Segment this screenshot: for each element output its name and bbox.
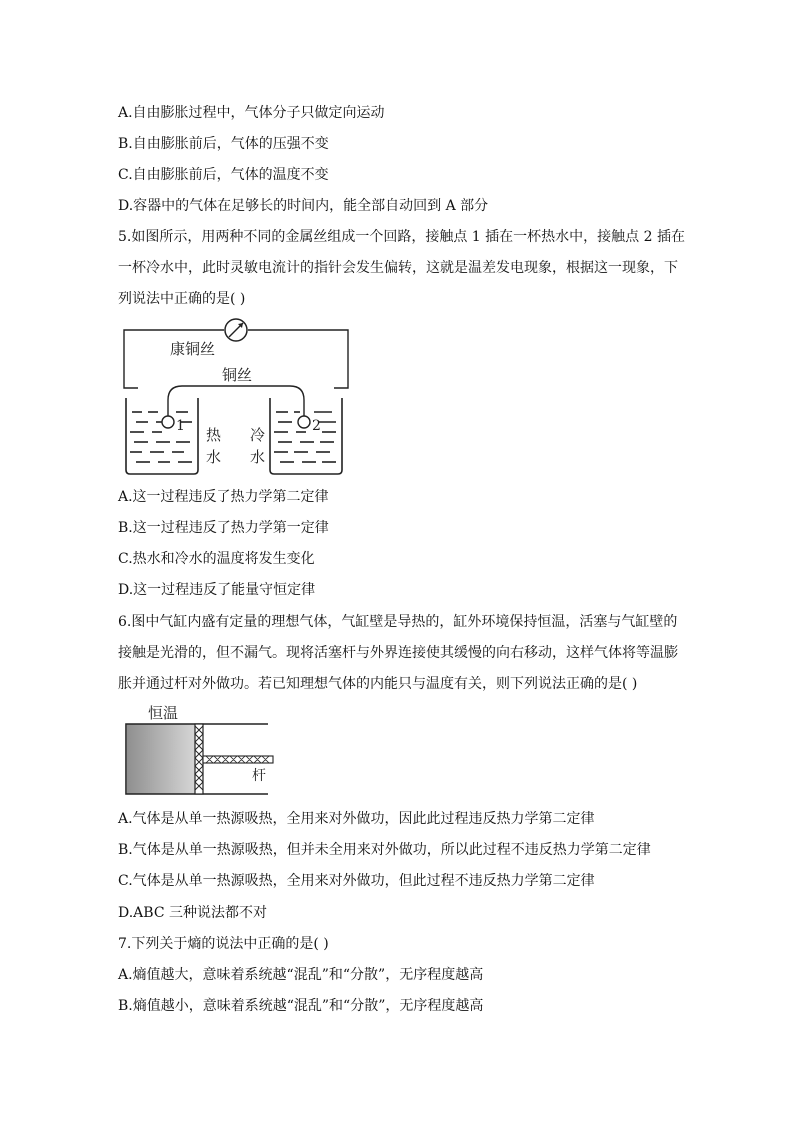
junction-1 <box>162 416 174 428</box>
constant-temperature-label: 恒温 <box>148 704 179 722</box>
q5-option-b: B.这一过程违反了热力学第一定律 <box>118 520 329 536</box>
q5-option-d: D.这一过程违反了能量守恒定律 <box>118 582 316 598</box>
thermocouple-figure <box>118 312 358 480</box>
q6-stem-line-3: 胀并通过杆对外做功。若已知理想气体的内能只与温度有关，则下列说法正确的是( ) <box>118 676 638 692</box>
q4-option-b: B.自由膨胀前后，气体的压强不变 <box>118 136 329 152</box>
q7-stem: 7.下列关于熵的说法中正确的是( ) <box>118 936 329 952</box>
q5-stem-line-2: 一杯冷水中，此时灵敏电流计的指针会发生偏转，这就是温差发电现象，根据这一现象，下 <box>118 260 678 276</box>
constantan-wire-label: 康铜丝 <box>170 340 216 358</box>
junction-2 <box>298 416 310 428</box>
q6-stem-line-1: 6.图中气缸内盛有定量的理想气体，气缸壁是导热的，缸外环境保持恒温，活塞与气缸壁的 <box>118 614 678 630</box>
galvanometer-icon <box>225 319 247 341</box>
q4-option-d: D.容器中的气体在足够长的时间内，能全部自动回到 A 部分 <box>118 198 489 214</box>
q5-stem-line-1: 5.如图所示，用两种不同的金属丝组成一个回路，接触点 1 插在一杯热水中，接触点 2 插在 <box>118 229 685 245</box>
hot-water-label-1: 热 <box>206 426 222 444</box>
q5-option-a: A.这一过程违反了热力学第二定律 <box>118 489 329 505</box>
cold-water-label-1: 冷 <box>250 426 266 444</box>
hot-water-label-2: 水 <box>206 448 222 466</box>
junction-1-label: 1 <box>176 418 185 434</box>
q4-option-c: C.自由膨胀前后，气体的温度不变 <box>118 167 329 183</box>
q6-option-b: B.气体是从单一热源吸热，但并未全用来对外做功，所以此过程不违反热力学第二定律 <box>118 842 651 858</box>
junction-2-label: 2 <box>312 418 321 434</box>
copper-wire-label: 铜丝 <box>222 366 253 384</box>
q6-stem-line-2: 接触是光滑的，但不漏气。现将活塞杆与外界连接使其缓慢的向右移动，这样气体将等温膨 <box>118 645 678 661</box>
gas-region <box>127 724 195 794</box>
q7-option-b: B.熵值越小，意味着系统越“混乱”和“分散”，无序程度越高 <box>118 998 484 1014</box>
rod-label: 杆 <box>252 768 266 784</box>
q5-option-c: C.热水和冷水的温度将发生变化 <box>118 551 315 567</box>
q4-option-a: A.自由膨胀过程中，气体分子只做定向运动 <box>118 105 385 121</box>
q5-stem-line-3: 列说法中正确的是( ) <box>118 291 246 307</box>
q6-option-c: C.气体是从单一热源吸热，全用来对外做功，但此过程不违反热力学第二定律 <box>118 873 595 889</box>
cold-water-label-2: 水 <box>250 448 266 466</box>
cylinder-figure <box>118 702 278 800</box>
q6-option-d: D.ABC 三种说法都不对 <box>118 905 267 921</box>
q7-option-a: A.熵值越大，意味着系统越“混乱”和“分散”，无序程度越高 <box>118 967 484 983</box>
q6-option-a: A.气体是从单一热源吸热，全用来对外做功，因此此过程违反热力学第二定律 <box>118 811 595 827</box>
